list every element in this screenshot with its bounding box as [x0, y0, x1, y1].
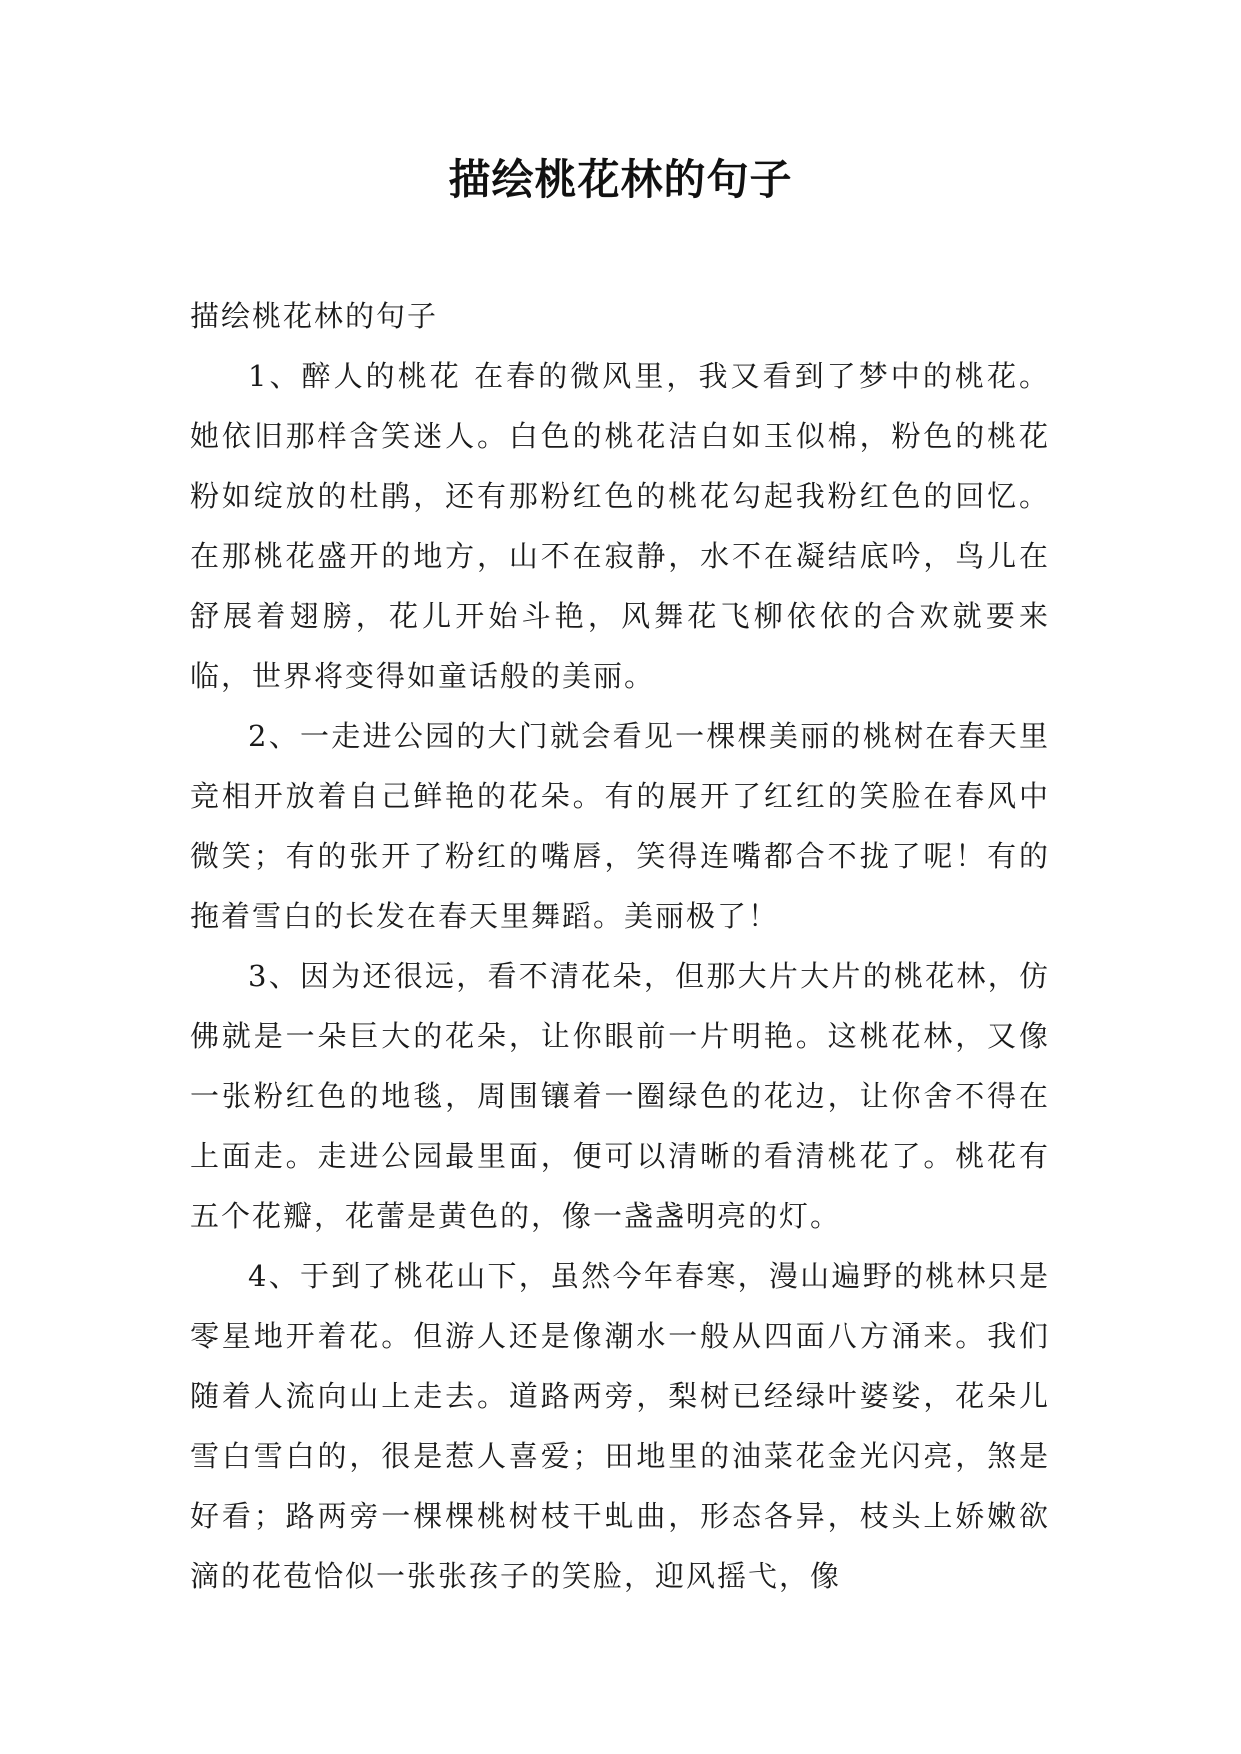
document-subheading: 描绘桃花林的句子 — [190, 299, 439, 333]
paragraph-4: 4、于到了桃花山下，虽然今年春寒，漫山遍野的桃林只是零星地开着花。但游人还是像潮水一般从四面八方涌来。我们随着人流向山上走去。道路两旁，梨树已经绿叶婆娑，花朵儿雪白雪白的，很是惹人喜爱；田地里的油菜花金光闪亮，煞是好看；路两旁一棵棵桃树枝干虬曲，形态各异，枝头上娇嫩欲滴的花苞恰似一张张孩子的笑脸，迎风摇弋，像 — [190, 1259, 1050, 1593]
paragraph-3: 3、因为还很远，看不清花朵，但那大片大片的桃花林，仿佛就是一朵巨大的花朵，让你眼前一片明艳。这桃花林，又像一张粉红色的地毯，周围镶着一圈绿色的花边，让你舍不得在上面走。走进公园最里面，便可以清晰的看清桃花了。桃花有五个花瓣，花蕾是黄色的，像一盏盏明亮的灯。 — [190, 959, 1050, 1233]
document-title: 描绘桃花林的句子 — [448, 155, 793, 204]
paragraph-2: 2、一走进公园的大门就会看见一棵棵美丽的桃树在春天里竞相开放着自己鲜艳的花朵。有的展开了红红的笑脸在春风中微笑；有的张开了粉红的嘴唇，笑得连嘴都合不拢了呢！有的拖着雪白的长发在春天里舞蹈。美丽极了！ — [190, 719, 1050, 933]
paragraph-1: 1、醉人的桃花 在春的微风里，我又看到了梦中的桃花。她依旧那样含笑迷人。白色的桃花洁白如玉似棉，粉色的桃花粉如绽放的杜鹃，还有那粉红色的桃花勾起我粉红色的回忆。在那桃花盛开的地方，山不在寂静，水不在凝结底吟，鸟儿在舒展着翅膀，花儿开始斗艳，风舞花飞柳依依的合欢就要来临，世界将变得如童话般的美丽。 — [190, 359, 1050, 693]
document-body — [190, 286, 1050, 1606]
